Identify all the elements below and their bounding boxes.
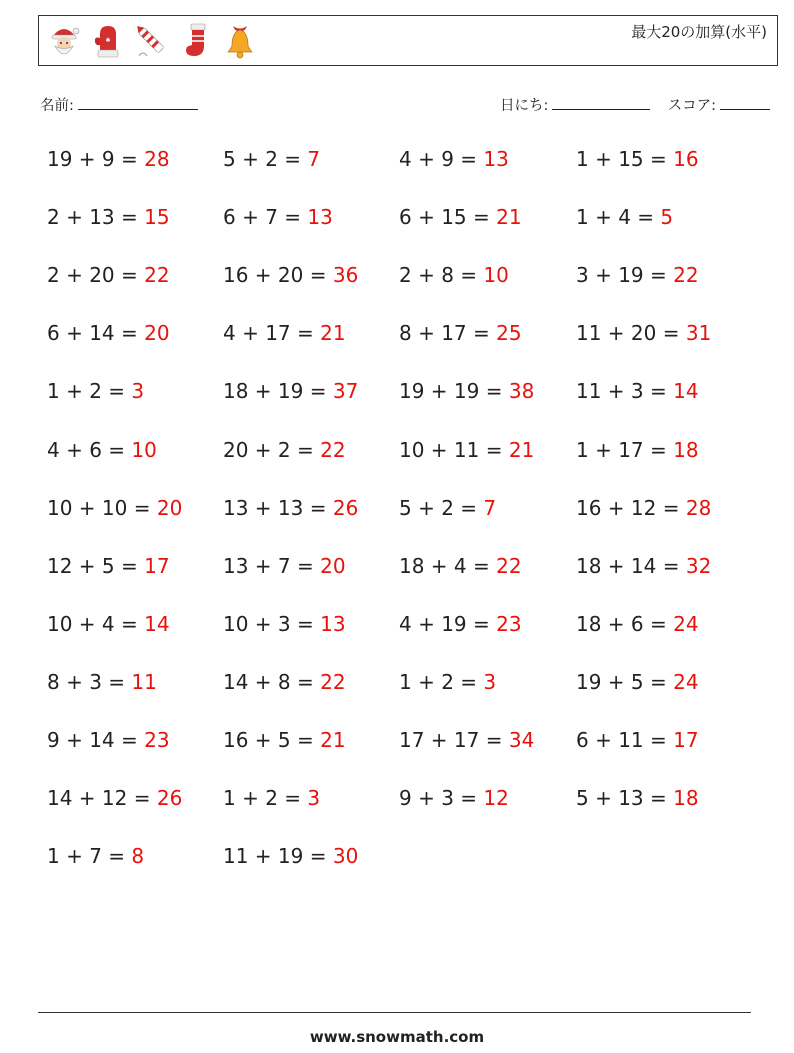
problem-question: 12 + 5 =: [47, 553, 145, 578]
problem-answer: 23: [496, 611, 522, 636]
problem-item: [47, 304, 170, 362]
problem-question: 1 + 17 =: [576, 437, 674, 462]
problem-answer: 7: [307, 147, 321, 171]
problem-item: [47, 595, 170, 653]
problem-item: [576, 304, 711, 362]
problem-question: 16 + 20 =: [223, 263, 333, 288]
problem-item: [576, 537, 711, 595]
problem-item: [576, 130, 699, 188]
problem-question: 18 + 19 =: [223, 379, 333, 404]
problem-row: [47, 130, 767, 188]
problem-answer: 14: [673, 379, 699, 404]
problem-answer: 10: [131, 437, 157, 462]
problem-item: [399, 246, 509, 304]
problem-row: [47, 711, 767, 769]
problem-question: 1 + 2 =: [399, 669, 484, 694]
problem-item: [576, 246, 699, 304]
problem-question: 18 + 6 =: [576, 611, 674, 636]
problem-answer: 20: [156, 495, 183, 520]
problem-answer: 16: [673, 147, 699, 171]
problem-question: 6 + 15 =: [399, 205, 497, 230]
problem-item: [223, 769, 320, 827]
problem-question: 8 + 3 =: [47, 669, 132, 694]
problem-answer: 20: [144, 321, 170, 346]
problem-question: 18 + 14 =: [576, 553, 686, 578]
problem-question: 5 + 2 =: [399, 495, 484, 520]
problem-question: 9 + 3 =: [399, 786, 484, 811]
problem-question: 2 + 8 =: [399, 263, 484, 288]
problem-answer: 21: [496, 205, 522, 230]
problem-item: [576, 421, 699, 479]
problem-answer: 14: [144, 611, 170, 636]
problem-answer: 21: [508, 437, 535, 462]
problem-item: [399, 421, 534, 479]
problem-item: [223, 362, 358, 420]
problem-item: [47, 827, 144, 885]
problem-question: 4 + 6 =: [47, 437, 132, 462]
problem-answer: 22: [144, 263, 170, 288]
problem-item: [223, 479, 358, 537]
problem-question: 11 + 19 =: [223, 844, 333, 869]
problem-answer: 20: [320, 553, 346, 578]
problem-item: [47, 188, 170, 246]
problem-question: 6 + 14 =: [47, 321, 145, 346]
candy-cane-rocket-icon: [133, 20, 171, 62]
problem-answer: 36: [332, 263, 359, 288]
problem-question: 3 + 19 =: [576, 263, 674, 288]
problem-answer: 13: [307, 205, 333, 230]
problem-question: 14 + 8 =: [223, 669, 321, 694]
problem-item: [47, 246, 170, 304]
problem-item: [576, 479, 711, 537]
problem-question: 2 + 13 =: [47, 205, 145, 230]
problem-item: [223, 304, 346, 362]
problem-row: [47, 595, 767, 653]
problem-item: [399, 537, 522, 595]
problem-answer: 5: [660, 205, 674, 230]
problem-row: [47, 304, 767, 362]
problem-answer: 38: [508, 379, 535, 404]
problem-row: [47, 827, 767, 885]
problem-question: 4 + 9 =: [399, 147, 484, 171]
problem-item: [399, 479, 496, 537]
problem-question: 13 + 13 =: [223, 495, 333, 520]
problem-question: 4 + 19 =: [399, 611, 497, 636]
problem-question: 1 + 4 =: [576, 205, 661, 230]
problem-item: [223, 130, 320, 188]
problem-item: [223, 827, 358, 885]
problem-item: [47, 421, 157, 479]
problem-question: 20 + 2 =: [223, 437, 321, 462]
problem-question: 5 + 13 =: [576, 786, 674, 811]
problem-item: [576, 362, 699, 420]
problem-question: 8 + 17 =: [399, 321, 497, 346]
problem-answer: 22: [673, 263, 699, 288]
problem-question: 19 + 9 =: [47, 147, 145, 171]
problem-answer: 21: [320, 728, 346, 752]
bell-icon: [221, 20, 259, 62]
problem-answer: 37: [332, 379, 359, 404]
score-blank[interactable]: [720, 95, 770, 110]
problem-item: [576, 595, 699, 653]
problem-item: [576, 188, 673, 246]
problem-answer: 18: [673, 437, 699, 462]
problem-answer: 12: [483, 786, 509, 811]
date-score-field: [500, 94, 770, 115]
problem-row: [47, 421, 767, 479]
problem-answer: 22: [496, 553, 522, 578]
problem-answer: 21: [320, 321, 346, 346]
problem-question: 11 + 3 =: [576, 379, 674, 404]
problem-answer: 25: [496, 321, 522, 346]
problem-item: [223, 421, 346, 479]
problem-answer: 13: [320, 611, 346, 636]
problem-row: [47, 246, 767, 304]
santa-icon: [45, 20, 83, 62]
problem-question: 1 + 15 =: [576, 147, 674, 171]
problem-item: [399, 711, 534, 769]
stocking-icon: [177, 20, 215, 62]
problem-item: [399, 769, 509, 827]
problem-question: 6 + 11 =: [576, 728, 674, 752]
problem-question: 9 + 14 =: [47, 728, 145, 752]
problem-item: [223, 711, 346, 769]
problem-answer: 22: [320, 669, 346, 694]
problem-answer: 28: [144, 147, 170, 171]
problem-answer: 17: [673, 728, 699, 752]
problem-item: [399, 595, 522, 653]
problem-answer: 26: [332, 495, 359, 520]
problem-answer: 31: [685, 321, 712, 346]
problem-question: 4 + 17 =: [223, 321, 321, 346]
problem-item: [47, 362, 144, 420]
problem-row: [47, 362, 767, 420]
mitten-icon: [89, 20, 127, 62]
problem-item: [399, 304, 522, 362]
problem-answer: 22: [320, 437, 346, 462]
problem-row: [47, 537, 767, 595]
problem-question: 16 + 5 =: [223, 728, 321, 752]
problem-answer: 18: [673, 786, 699, 811]
score-label: スコア:: [667, 98, 716, 114]
problem-item: [223, 653, 346, 711]
problem-answer: 24: [673, 669, 699, 694]
problem-item: [223, 246, 358, 304]
problem-item: [223, 595, 346, 653]
problem-answer: 13: [483, 147, 509, 171]
problem-answer: 23: [144, 728, 170, 752]
problem-question: 5 + 2 =: [223, 147, 308, 171]
problem-answer: 24: [673, 611, 699, 636]
problem-question: 6 + 7 =: [223, 205, 308, 230]
problem-item: [399, 362, 534, 420]
problem-question: 1 + 2 =: [47, 379, 132, 404]
problem-question: 2 + 20 =: [47, 263, 145, 288]
problem-answer: 10: [483, 263, 509, 288]
problem-question: 17 + 17 =: [399, 728, 509, 752]
problem-answer: 15: [144, 205, 170, 230]
problem-question: 19 + 5 =: [576, 669, 674, 694]
problem-question: 16 + 12 =: [576, 495, 686, 520]
header-box: [38, 15, 778, 66]
problem-answer: 17: [144, 553, 170, 578]
problem-answer: 8: [131, 844, 145, 869]
problem-question: 1 + 7 =: [47, 844, 132, 869]
problem-question: 11 + 20 =: [576, 321, 686, 346]
problem-answer: 32: [685, 553, 712, 578]
problem-question: 13 + 7 =: [223, 553, 321, 578]
problem-answer: 34: [508, 728, 535, 752]
problem-question: 1 + 2 =: [223, 786, 308, 811]
problem-item: [576, 653, 699, 711]
problem-question: 10 + 3 =: [223, 611, 321, 636]
problem-answer: 7: [483, 495, 497, 520]
problem-row: [47, 653, 767, 711]
problem-item: [47, 653, 157, 711]
name-label: 名前:: [40, 98, 74, 114]
icon-strip: [45, 20, 259, 62]
problem-answer: 3: [131, 379, 145, 404]
problem-item: [223, 537, 346, 595]
problem-item: [47, 769, 182, 827]
problem-item: [399, 653, 496, 711]
problem-item: [399, 130, 509, 188]
problem-question: 10 + 11 =: [399, 437, 509, 462]
problem-question: 10 + 4 =: [47, 611, 145, 636]
svg-text:✱: ✱: [105, 37, 111, 44]
problem-row: [47, 479, 767, 537]
name-blank[interactable]: [78, 95, 198, 110]
worksheet-title: 最大20の加算(水平): [631, 23, 767, 41]
footer-divider: [38, 1012, 751, 1013]
problem-item: [399, 188, 522, 246]
problem-question: 10 + 10 =: [47, 495, 157, 520]
problem-item: [47, 479, 182, 537]
problem-answer: 30: [332, 844, 359, 869]
problem-answer: 26: [156, 786, 183, 811]
date-label: 日にち:: [500, 98, 549, 114]
problem-question: 19 + 19 =: [399, 379, 509, 404]
problem-row: [47, 188, 767, 246]
problem-question: 14 + 12 =: [47, 786, 157, 811]
problem-item: [576, 769, 699, 827]
problem-item: [576, 711, 699, 769]
date-blank[interactable]: [552, 95, 650, 110]
footer-url: www.snowmath.com: [309, 1028, 485, 1046]
problem-answer: 11: [131, 669, 157, 694]
problem-item: [47, 130, 170, 188]
problem-item: [47, 537, 170, 595]
problem-item: [223, 188, 333, 246]
name-field: [40, 94, 198, 115]
problem-row: [47, 769, 767, 827]
problem-answer: 28: [685, 495, 712, 520]
problem-answer: 3: [307, 786, 321, 811]
problem-question: 18 + 4 =: [399, 553, 497, 578]
problem-answer: 3: [483, 669, 497, 694]
problem-item: [47, 711, 170, 769]
